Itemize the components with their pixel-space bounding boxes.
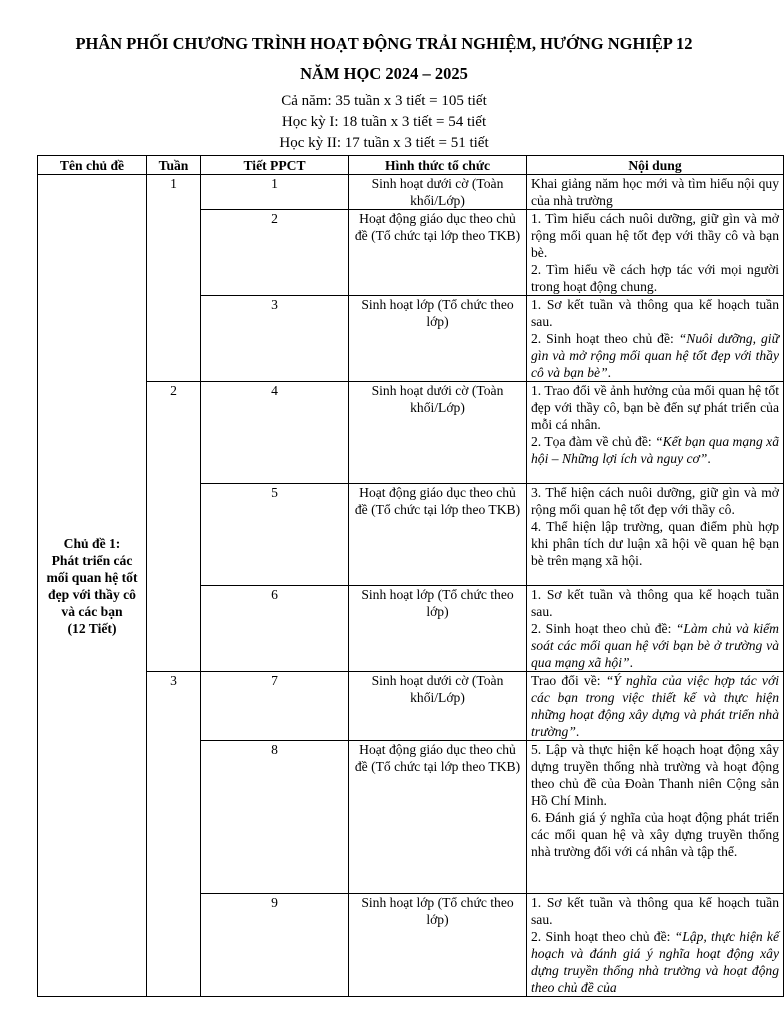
period-cell: 4	[201, 382, 349, 484]
content-text: 2. Sinh hoạt theo chủ đề:	[531, 621, 676, 636]
content-cell	[527, 382, 784, 484]
table-header-row	[38, 156, 784, 175]
period-cell: 3	[201, 296, 349, 382]
topic-number: Chủ đề 1:	[63, 535, 121, 551]
content-line: 4. Thể hiện lập trường, quan điểm phù hợp khi phân tích dư luận xã hội về quan hệ bạn bè trên mạng xã hội.	[531, 519, 779, 568]
content-line: 3. Thể hiện cách nuôi dưỡng, giữ gìn và mở rộng mối quan hệ tốt đẹp với thầy cô.	[531, 485, 779, 517]
form-cell: Hoạt động giáo dục theo chủ đề (Tổ chức tại lớp theo TKB)	[349, 210, 527, 296]
table-row	[38, 175, 784, 210]
content-cell	[527, 672, 784, 741]
period-cell: 1	[201, 175, 349, 210]
content-theme: “Nuôi dưỡng, giữ gìn và mở rộng mối quan hệ tốt đẹp với thầy cô và bạn bè”	[531, 331, 779, 380]
table-row	[38, 672, 784, 741]
period-cell: 8	[201, 741, 349, 894]
content-text: .	[607, 365, 612, 380]
content-theme: “Làm chủ và kiểm soát các mối quan hệ với bạn bè ở trường và qua mạng xã hội”	[531, 621, 779, 670]
form-cell: Hoạt động giáo dục theo chủ đề (Tổ chức tại lớp theo TKB)	[349, 484, 527, 586]
form-cell: Sinh hoạt lớp (Tổ chức theo lớp)	[349, 296, 527, 382]
content-cell	[527, 296, 784, 382]
header-week: Tuần	[147, 156, 201, 175]
summary-semester-1: Học kỳ I: 18 tuần x 3 tiết = 54 tiết	[281, 114, 487, 130]
content-theme: “Ý nghĩa của việc hợp tác với các bạn trong việc thiết kế và thực hiện những hoạt động xây dựng và phát triển nhà trường”	[531, 673, 779, 739]
content-line: 2. Tìm hiểu về cách hợp tác với mọi người trong hoạt động chung.	[531, 262, 779, 294]
content-theme: “Lập, thực hiện kế hoạch và đánh giá ý nghĩa hoạt động xây dựng truyền thống nhà trường và hoạt động theo chủ đề của	[531, 929, 779, 995]
content-line	[531, 433, 779, 467]
content-cell	[527, 210, 784, 296]
content-line	[531, 928, 779, 996]
content-text: .	[707, 451, 711, 466]
content-line	[531, 620, 779, 671]
table-row	[38, 382, 784, 484]
content-cell	[527, 894, 784, 997]
form-cell: Sinh hoạt dưới cờ (Toàn khối/Lớp)	[349, 382, 527, 484]
content-line: 1. Trao đổi về ảnh hưởng của mối quan hệ tốt đẹp với thầy cô, bạn bè đến sự phát triển của mỗi cá nhân.	[531, 383, 779, 432]
header-form: Hình thức tổ chức	[349, 156, 527, 175]
content-text: .	[629, 655, 633, 670]
content-line	[531, 330, 779, 381]
summary-semester-2: Học kỳ II: 17 tuần x 3 tiết = 51 tiết	[279, 135, 489, 151]
content-line: 1. Sơ kết tuần và thông qua kế hoạch tuần sau.	[531, 895, 779, 927]
content-line: Khai giảng năm học mới và tìm hiểu nội quy của nhà trường	[531, 176, 779, 208]
form-cell: Sinh hoạt lớp (Tổ chức theo lớp)	[349, 586, 527, 672]
period-cell: 2	[201, 210, 349, 296]
form-cell: Sinh hoạt dưới cờ (Toàn khối/Lớp)	[349, 175, 527, 210]
content-line: 6. Đánh giá ý nghĩa của hoạt động phát triển các mối quan hệ và xây dựng truyền thống nhà trường đối với cá nhân và tập thể.	[531, 810, 779, 859]
page-title: PHÂN PHỐI CHƯƠNG TRÌNH HOẠT ĐỘNG TRẢI NGHIỆM, HƯỚNG NGHIỆP 12	[75, 34, 693, 53]
content-line: 1. Sơ kết tuần và thông qua kế hoạch tuần sau.	[531, 587, 779, 619]
content-cell	[527, 175, 784, 210]
content-text: 2. Tọa đàm về chủ đề:	[531, 434, 656, 449]
content-text: 2. Sinh hoạt theo chủ đề:	[531, 929, 675, 944]
content-line: 5. Lập và thực hiện kế hoạch hoạt động xây dựng truyền thống nhà trường và hoạt động theo chủ đề của Đoàn Thanh niên Cộng sản Hồ Chí Minh.	[531, 742, 779, 808]
content-line: 1. Tìm hiểu cách nuôi dưỡng, giữ gìn và mở rộng mối quan hệ tốt đẹp với thầy cô và bạn bè.	[531, 211, 779, 260]
summary-full-year: Cả năm: 35 tuần x 3 tiết = 105 tiết	[281, 93, 487, 109]
period-cell: 9	[201, 894, 349, 997]
week-cell: 3	[147, 672, 201, 997]
period-cell: 7	[201, 672, 349, 741]
form-cell: Hoạt động giáo dục theo chủ đề (Tổ chức tại lớp theo TKB)	[349, 741, 527, 894]
content-text: Trao đổi về:	[531, 673, 606, 688]
school-year-title: NĂM HỌC 2024 – 2025	[300, 64, 468, 83]
content-text: .	[575, 724, 580, 739]
header-content: Nội dung	[527, 156, 784, 175]
header-topic: Tên chủ đề	[38, 156, 147, 175]
topic-periods: (12 Tiết)	[67, 620, 117, 636]
content-line: 1. Sơ kết tuần và thông qua kế hoạch tuần sau.	[531, 297, 779, 329]
content-line	[531, 672, 779, 740]
topic-cell	[38, 175, 147, 997]
curriculum-table	[37, 155, 784, 997]
form-cell: Sinh hoạt dưới cờ (Toàn khối/Lớp)	[349, 672, 527, 741]
content-theme: “Kết bạn qua mạng xã hội – Những lợi ích và nguy cơ”	[531, 434, 779, 466]
header-period: Tiết PPCT	[201, 156, 349, 175]
form-cell: Sinh hoạt lớp (Tổ chức theo lớp)	[349, 894, 527, 997]
topic-name: Phát triển các mối quan hệ tốt đẹp với thầy cô và các bạn	[46, 552, 138, 619]
period-cell: 5	[201, 484, 349, 586]
content-cell	[527, 586, 784, 672]
period-cell: 6	[201, 586, 349, 672]
content-cell	[527, 484, 784, 586]
week-cell: 1	[147, 175, 201, 382]
week-cell: 2	[147, 382, 201, 672]
content-cell	[527, 741, 784, 894]
content-text: 2. Sinh hoạt theo chủ đề:	[531, 331, 679, 346]
